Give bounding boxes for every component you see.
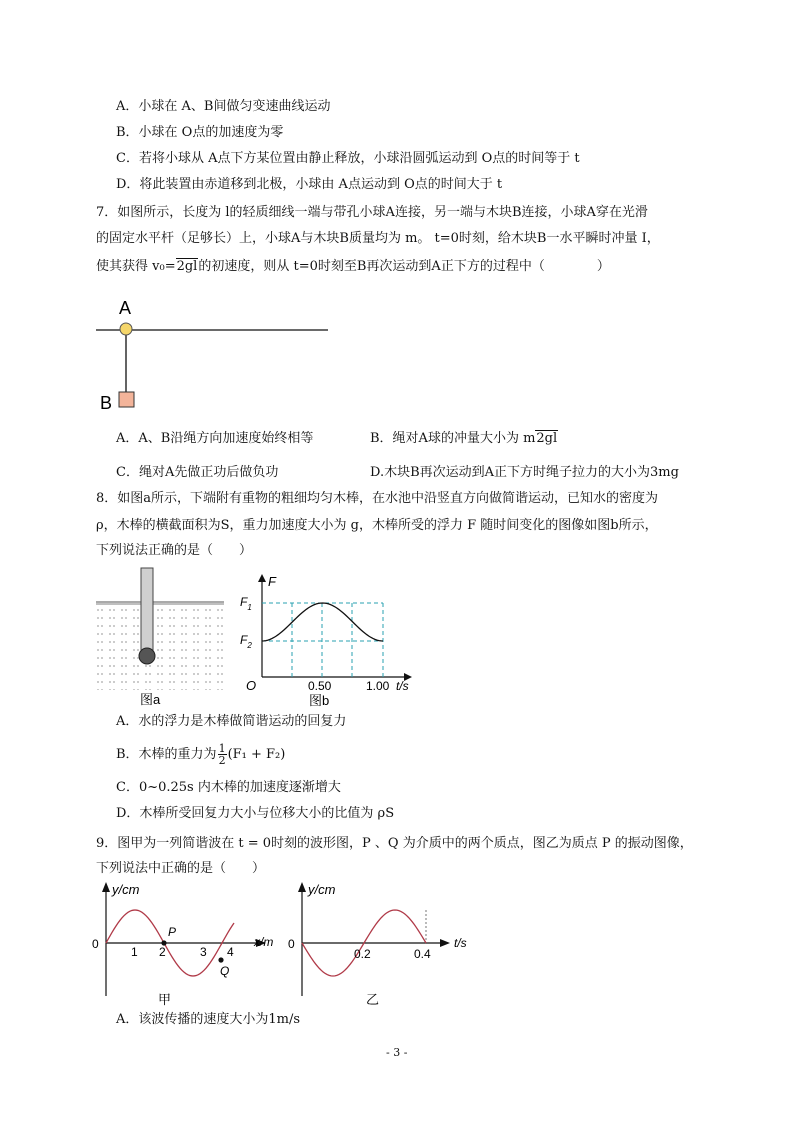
q7-diagram <box>96 292 336 416</box>
q6-option-a: A．小球在 A、B间做匀变速曲线运动 <box>116 99 331 114</box>
q7-stem-line3: 使其获得 v₀=2gl的初速度，则从 t=0时刻至B再次运动到A正下方的过程中（ ） <box>96 259 610 274</box>
jia-y-label: y/cm <box>112 882 140 897</box>
jia-caption: 甲 <box>158 992 172 1007</box>
label-b: B <box>100 393 113 413</box>
jia-x-label: x/m <box>254 935 274 949</box>
figure-a <box>96 566 226 706</box>
jia-tick-1: 1 <box>131 945 138 959</box>
tick-0-50: 0.50 <box>308 679 332 693</box>
q8-stem-line3: 下列说法正确的是（ ） <box>96 543 253 558</box>
q6-option-b: B．小球在 O点的加速度为零 <box>116 125 284 140</box>
yi-tick-0-4: 0.4 <box>414 947 431 961</box>
ball-a <box>120 323 132 335</box>
figure-b-chart <box>238 572 428 708</box>
q7-option-a: A．A、B沿绳方向加速度始终相等 <box>116 431 314 446</box>
weight-ball <box>139 648 155 664</box>
graph-yi <box>288 880 488 1008</box>
q7-option-b: B．绳对A球的冲量大小为 m2gl <box>370 431 558 446</box>
label-f1: $F_1$ <box>240 595 252 612</box>
label-q: Q <box>220 964 230 978</box>
wooden-rod <box>141 568 153 650</box>
grid-lines <box>262 603 383 677</box>
q9-stem-line1: 9．图甲为一列简谐波在 t = 0时刻的波形图，P 、Q 为介质中的两个质点，图乙为质点 P 的振动图像， <box>96 836 693 851</box>
point-q <box>218 957 223 962</box>
q8-option-d: D．木棒所受回复力大小与位移大小的比值为 ρS <box>116 806 395 821</box>
q8-option-b: B．木棒的重力为 $\frac{1}{2}$ (F₁ + F₂) <box>116 742 286 767</box>
figure-b-caption: 图b <box>309 693 330 708</box>
origin-label: O <box>246 678 257 693</box>
q8-option-c: C．0~0.25s 内木棒的加速度逐渐增大 <box>116 780 341 795</box>
q7-stem-line1: 7．如图所示，长度为 l的轻质细线一端与带孔小球A连接，另一端与木块B连接，小球A穿在光滑 <box>96 205 648 220</box>
yi-x-label: t/s <box>454 936 467 950</box>
jia-tick-2: 2 <box>159 945 166 959</box>
page-number: - 3 - <box>386 1046 408 1059</box>
yi-tick-0-2: 0.2 <box>354 947 371 961</box>
label-p: P <box>168 925 177 939</box>
q6-option-c: C．若将小球从 A点下方某位置由静止释放，小球沿圆弧运动到 O点的时间等于 t <box>116 151 580 166</box>
jia-tick-4: 4 <box>227 945 234 959</box>
graph-jia <box>92 880 292 1008</box>
sqrt-expression: 2gl <box>536 431 558 446</box>
fraction-one-half: $\frac{1}{2}$ <box>218 742 226 767</box>
sqrt-expression: 2gl <box>176 259 198 274</box>
q8-stem-line1: 8．如图a所示，下端附有重物的粗细均匀木棒，在水池中沿竖直方向做简谐运动，已知水的密度为 <box>96 491 659 506</box>
jia-origin: 0 <box>92 937 99 951</box>
yi-caption: 乙 <box>366 992 380 1007</box>
q6-option-d: D．将此装置由赤道移到北极，小球由 A点运动到 O点的时间大于 t <box>116 177 503 192</box>
q8-stem-line2: ρ，木棒的横截面积为S，重力加速度大小为 g，木棒所受的浮力 F 随时间变化的图像如图b所示， <box>96 518 658 533</box>
yi-origin: 0 <box>288 937 295 951</box>
q7-option-d: D.木块B再次运动到A正下方时绳子拉力的大小为3mg <box>370 465 679 480</box>
q9-option-a: A．该波传播的速度大小为1m/s <box>116 1012 301 1027</box>
label-f2: $F_2$ <box>240 633 252 650</box>
axis-t-label: t/s <box>396 679 409 693</box>
buoyancy-curve <box>262 603 383 641</box>
block-b <box>119 392 134 407</box>
yi-y-label: y/cm <box>308 882 336 897</box>
q9-stem-line2: 下列说法中正确的是（ ） <box>96 861 266 876</box>
figure-a-caption: 图a <box>140 692 161 707</box>
axis-f-label: F <box>268 574 276 589</box>
label-a: A <box>119 298 132 318</box>
jia-tick-3: 3 <box>200 945 207 959</box>
q7-stem-line2: 的固定水平杆（足够长）上，小球A与木块B质量均为 m。 t=0时刻，给木块B一水平瞬时冲量 I， <box>96 231 660 246</box>
tick-1-00: 1.00 <box>366 679 390 693</box>
q8-option-a: A．水的浮力是木棒做简谐运动的回复力 <box>116 714 347 729</box>
q7-option-c: C．绳对A先做正功后做负功 <box>116 465 279 480</box>
water <box>96 604 224 690</box>
